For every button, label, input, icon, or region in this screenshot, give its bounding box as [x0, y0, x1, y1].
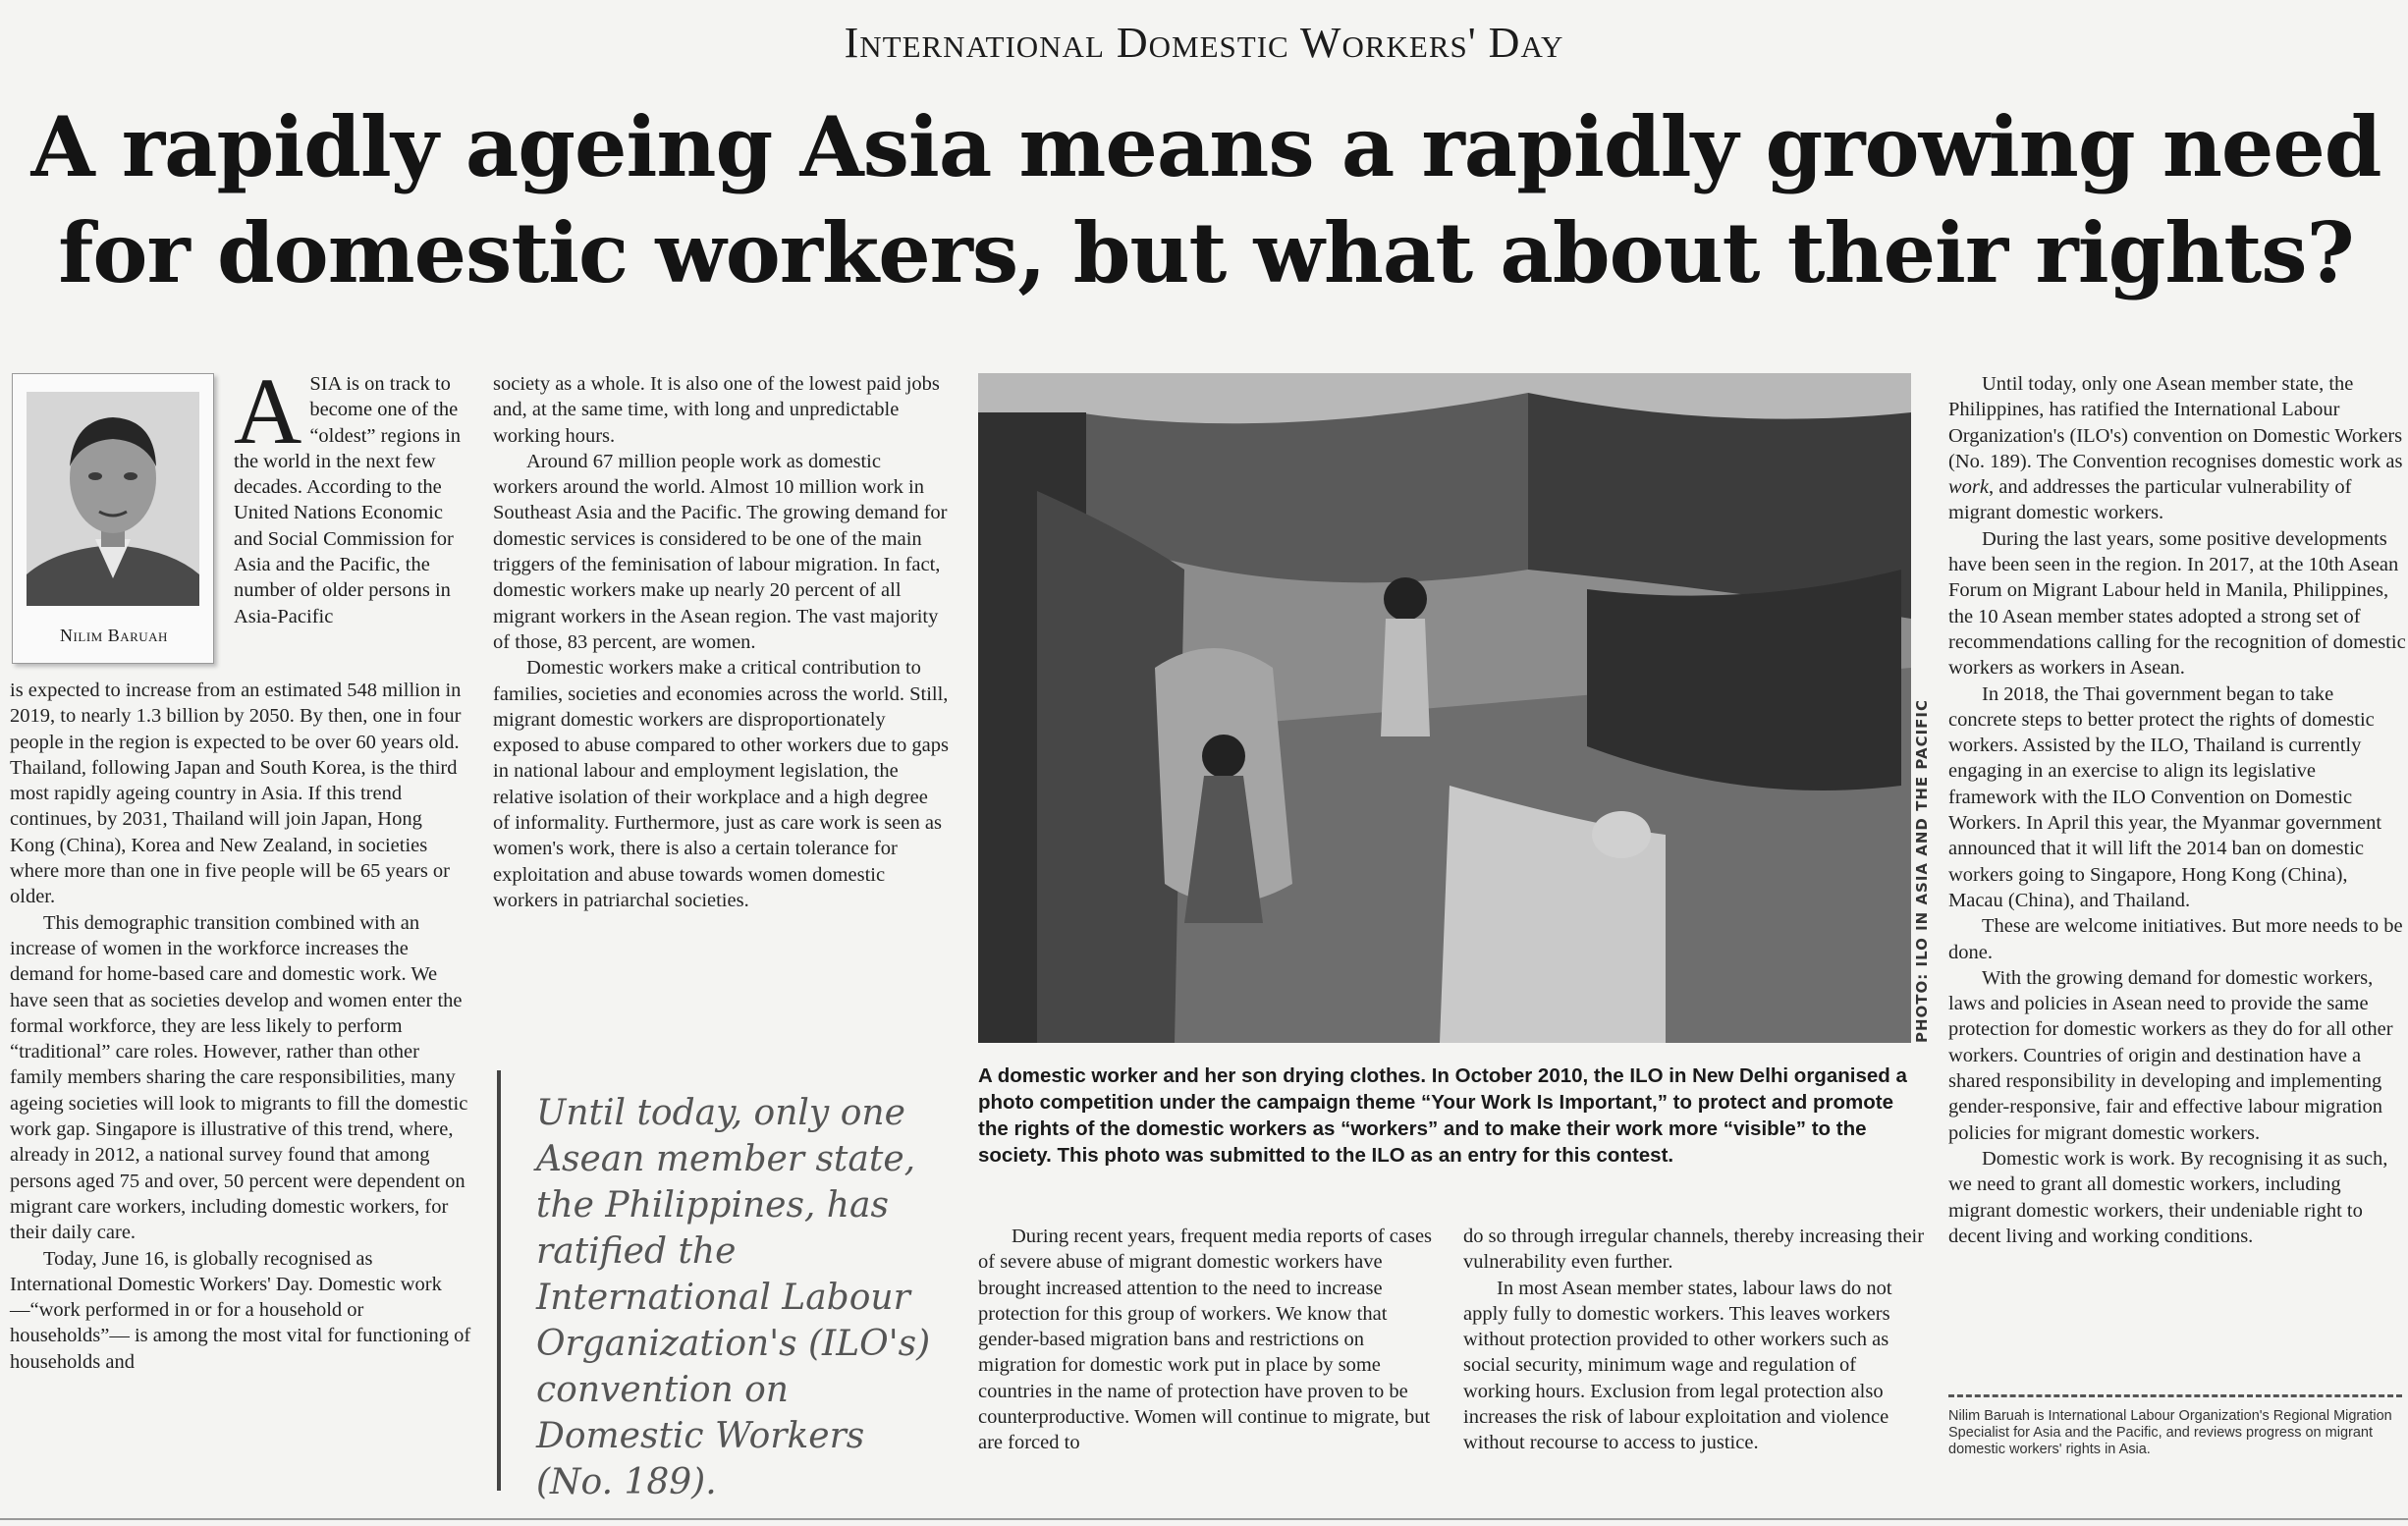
emphasis: work: [1948, 476, 1989, 499]
author-portrait: [27, 392, 199, 606]
column-2: [493, 371, 949, 913]
paragraph: Domestic workers make a critical contribution to families, societies and economies across the world. Still, migrant domestic workers are disproportionately exposed to abuse compared to other workers due to gaps in national labour and employment legislation, the relative isolation of their workplace and a high degree of informality. Furthermore, just as care work is seen as women's work, there is also a certain tolerance for exploitation and abuse towards women domestic workers in patriarchal societies.: [493, 657, 949, 911]
paragraph: These are welcome initiatives. But more needs to be done.: [1948, 915, 2403, 963]
paragraph: Today, June 16, is globally recognised as International Domestic Workers' Day. Domestic work—“work performed in or for a household or households”— is among the most vital for functioning of households and: [10, 1247, 471, 1373]
author-bio: Nilim Baruah is International Labour Organization's Regional Migration Specialist for Asia and the Pacific, and reviews progress on migrant domestic workers' rights in Asia.: [1948, 1408, 2392, 1457]
paragraph: Around 67 million people work as domestic workers around the world. Almost 10 million work in Southeast Asia and the Pacific. The growing demand for domestic services is considered to be one of the main triggers of the feminisation of labour migration. In fact, domestic workers make up nearly 20 percent of all migrant workers in the Asean region. The vast majority of those, 83 percent, are women.: [493, 450, 948, 653]
lead-paragraph: [234, 358, 469, 629]
photo-caption: A domestic worker and her son drying clothes. In October 2010, the ILO in New Delhi organised a photo competition under the campaign theme “Your Work Is Important,” to protect and promote the rights of the domestic workers as “workers” and to make their work more “visible” to the society. This photo was submitted to the ILO as an entry for this contest.: [978, 1064, 1907, 1167]
paragraph: [1948, 371, 2406, 526]
paragraph: During the last years, some positive developments have been seen in the region. In 2017, at the 10th Asean Forum on Migrant Labour held in Manila, Philippines, the 10 Asean member states adopted a strong set of recommendations calling for the recognition of domestic workers as workers in Asean.: [1948, 527, 2406, 680]
column-1: [10, 678, 471, 1375]
page-bottom-rule: [0, 1518, 2408, 1520]
paragraph: This demographic transition combined with an increase of women in the workforce increases the demand for home-based care and domestic work. We have seen that as societies develop and women enter the formal workforce, they are less likely to perform “traditional” care roles. However, rather than other family members sharing the care responsibilities, many ageing societies will look to migrants to fill the domestic work gap. Singapore is illustrative of this trend, where, already in 2012, a national survey found that among persons aged 75 and over, 50 percent were dependent on migrant care workers, including domestic workers, for their daily care.: [10, 911, 468, 1244]
paragraph: Domestic work is work. By recognising it as such, we need to grant all domestic workers, including migrant domestic workers, their undeniable right to decent living and working conditions.: [1948, 1147, 2388, 1247]
article-photo: [978, 373, 1911, 1043]
column-3b: [1463, 1224, 1925, 1456]
lead-text: SIA is on track to become one of the “oldest” regions in the world in the next few decades. According to the United Nations Economic and Social Commission for Asia and the Pacific, the number of older persons in Asia-Pacific: [234, 373, 462, 627]
paragraph: In 2018, the Thai government began to take concrete steps to better protect the rights of domestic workers. Assisted by the ILO, Thailand is currently engaging in an exercise to align its legislative framework with the ILO Convention on Domestic Workers. In April this year, the Myanmar government announced that it will lift the 2014 ban on domestic workers going to Singapore, Hong Kong (China), Macau (China), and Thailand.: [1948, 682, 2382, 911]
text-run: Until today, only one Asean member state, the Philippines, has ratified the International Labour Organization's (ILO's) convention on Domestic Workers (No. 189). The Convention recognises domestic work as: [1948, 373, 2403, 472]
paragraph: do so through irregular channels, thereby increasing their vulnerability even further.: [1463, 1226, 1925, 1274]
drop-cap: A: [234, 358, 302, 463]
headline-line-2: for domestic workers, but what about their rights?: [58, 204, 2354, 301]
headline-line-1: A rapidly ageing Asia means a rapidly growing need: [30, 98, 2381, 195]
headline: [8, 94, 2404, 306]
photo-credit: PHOTO: ILO IN ASIA AND THE PACIFIC: [1913, 698, 1931, 1043]
text-run: , and addresses the particular vulnerability of migrant domestic workers.: [1948, 476, 2352, 524]
paragraph: With the growing demand for domestic workers, laws and policies in Asean need to provide the same protection for domestic workers as they do for all other workers. Countries of origin and destination have a shared responsibility in developing and implementing gender-responsive, fair and effective labour migration policies for migrant domestic workers.: [1948, 966, 2393, 1144]
author-name: Nilim Baruah: [60, 626, 168, 645]
column-4: [1948, 371, 2406, 1249]
section-kicker: International Domestic Workers' Day: [844, 19, 1564, 67]
author-box: [12, 373, 214, 664]
bio-divider: [1948, 1394, 2402, 1397]
column-3a: [978, 1224, 1446, 1456]
pull-quote: [497, 1070, 949, 1502]
paragraph: is expected to increase from an estimated 548 million in 2019, to nearly 1.3 billion by 2050. By then, one in four people in the region is expected to be over 60 years old. Thailand, following Japan and South Korea, is the third most rapidly ageing country in Asia. If this trend continues, by 2031, Thailand will join Japan, Hong Kong (China), Korea and New Zealand, in societies where more than one in five people will be 65 years or older.: [10, 680, 462, 908]
pull-quote-text: Until today, only one Asean member state, the Philippines, has ratified the International Labour Organization's (ILO's) convention on Domestic Workers (No. 189).: [536, 1093, 931, 1502]
paragraph: In most Asean member states, labour laws do not apply fully to domestic workers. This leaves workers without protection provided to other workers such as social security, minimum wage and regulation of working hours. Exclusion from legal protection also increases the risk of labour exploitation and violence without recourse to access to justice.: [1463, 1277, 1892, 1454]
paragraph: society as a whole. It is also one of the lowest paid jobs and, at the same time, with long and unpredictable working hours.: [493, 373, 940, 447]
paragraph: During recent years, frequent media reports of cases of severe abuse of migrant domestic workers have brought increased attention to the need to increase protection for this group of workers. We know that gender-based migration bans and restrictions on migration for domestic work put in place by some countries in the name of protection have proven to be counterproductive. Women will continue to migrate, but are forced to: [978, 1226, 1433, 1454]
